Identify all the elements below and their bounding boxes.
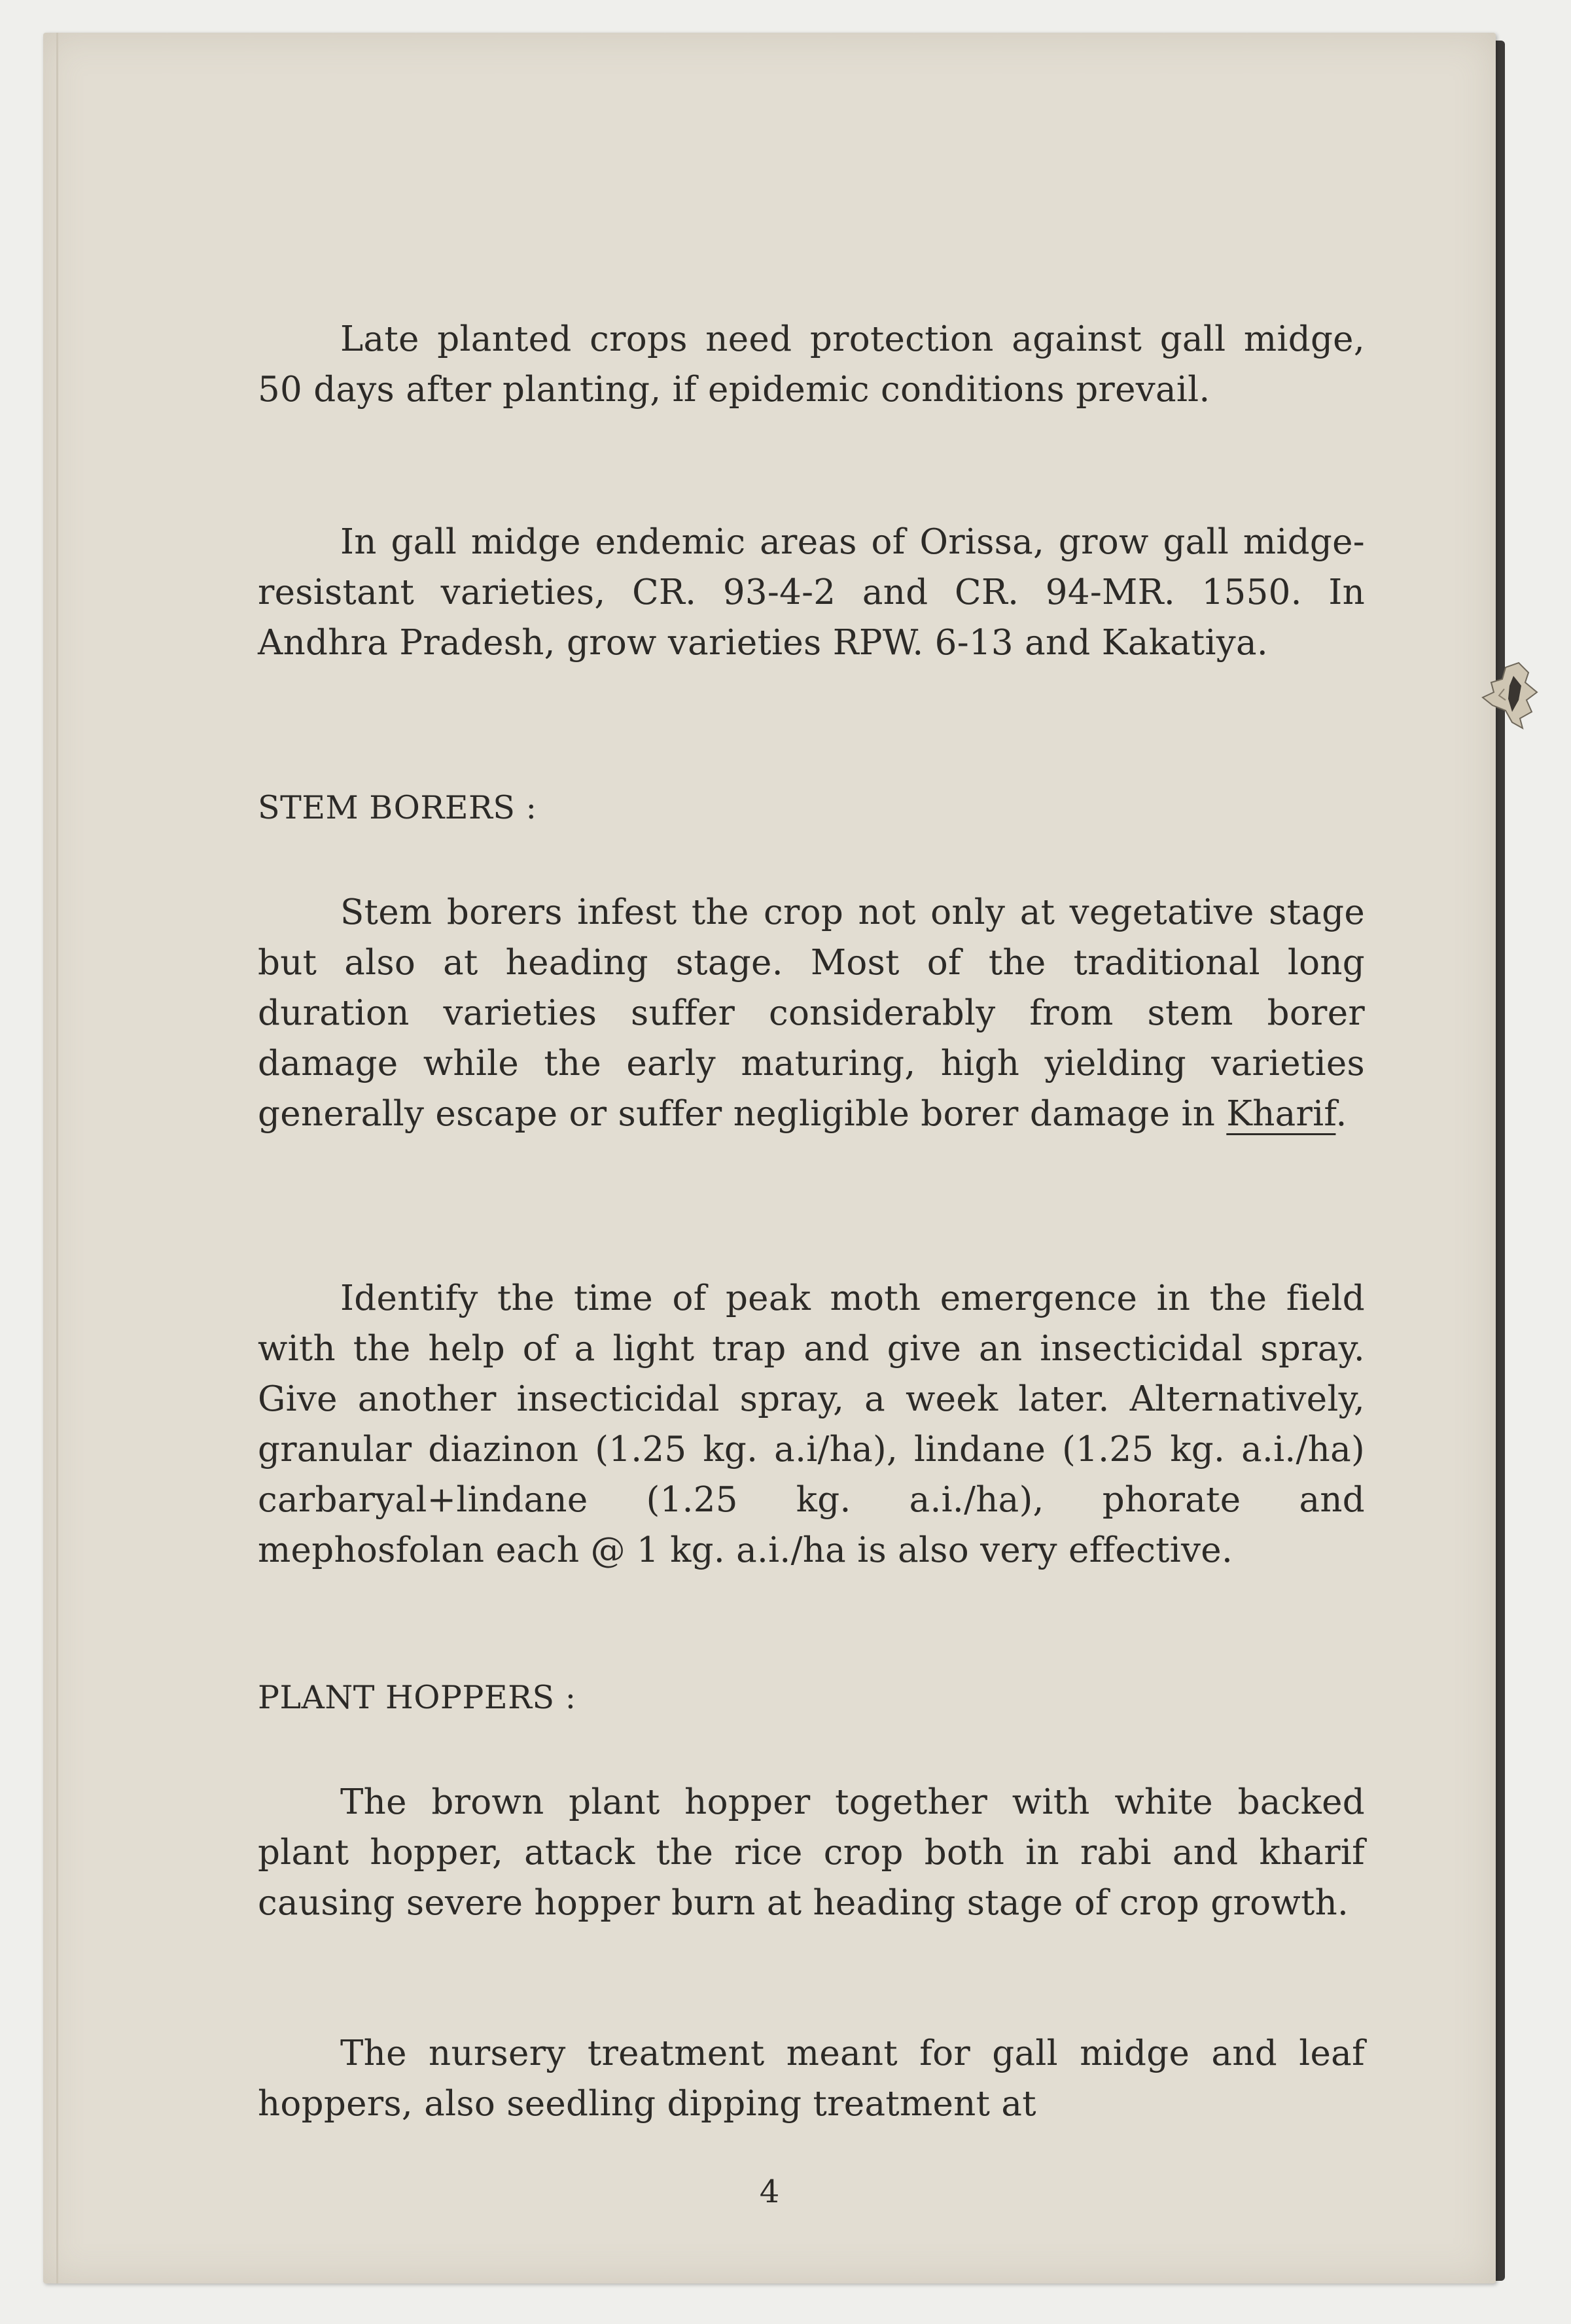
- kharif-underlined: Kharif: [1226, 1094, 1336, 1134]
- paragraph-late-planted: Late planted crops need protection against gall midge, 50 days after planting, if epidemic conditions prevail.: [258, 319, 1365, 410]
- paragraph-stem-borers-text: Stem borers infest the crop not only at vegetative stage but also at heading stage. Most of the traditional long duration varieties suffer considerably from stem borer damage while the early maturing, high yielding varieties generally escape or suffer negligible borer damage in: [258, 892, 1365, 1134]
- paragraph-nursery-treatment: The nursery treatment meant for gall midge and leaf hoppers, also seedling dipping treatment at: [258, 2034, 1365, 2124]
- page-number: 4: [759, 2174, 780, 2210]
- paragraph-moth-emergence: Identify the time of peak moth emergence in the field with the help of a light trap and give an insecticidal spray. Give another insecticidal spray, a week later. Alternatively, granular diazinon (1.25 kg. a.i/ha), lindane (1.25 kg. a.i./ha) carbaryal+lindane (1.25 kg. a.i./ha), phorate and mephosfolan each @ 1 kg. a.i./ha is also very effective.: [258, 1278, 1365, 1570]
- heading-stem-borers: STEM BORERS :: [258, 789, 537, 826]
- page-content: [43, 33, 1496, 2283]
- document-page: [43, 33, 1496, 2283]
- paragraph-brown-plant-hopper: The brown plant hopper together with white backed plant hopper, attack the rice crop both in rabi and kharif causing severe hopper burn at heading stage of crop growth.: [258, 1782, 1365, 1923]
- paragraph-stem-borers-end: .: [1335, 1094, 1347, 1134]
- heading-plant-hoppers: PLANT HOPPERS :: [258, 1679, 576, 1716]
- paragraph-stem-borers: [258, 887, 1365, 1139]
- paragraph-gall-midge-varieties: In gall midge endemic areas of Orissa, grow gall midge-resistant varieties, CR. 93-4-2 and CR. 94-MR. 1550. In Andhra Pradesh, grow varieties RPW. 6-13 and Kakatiya.: [258, 522, 1365, 663]
